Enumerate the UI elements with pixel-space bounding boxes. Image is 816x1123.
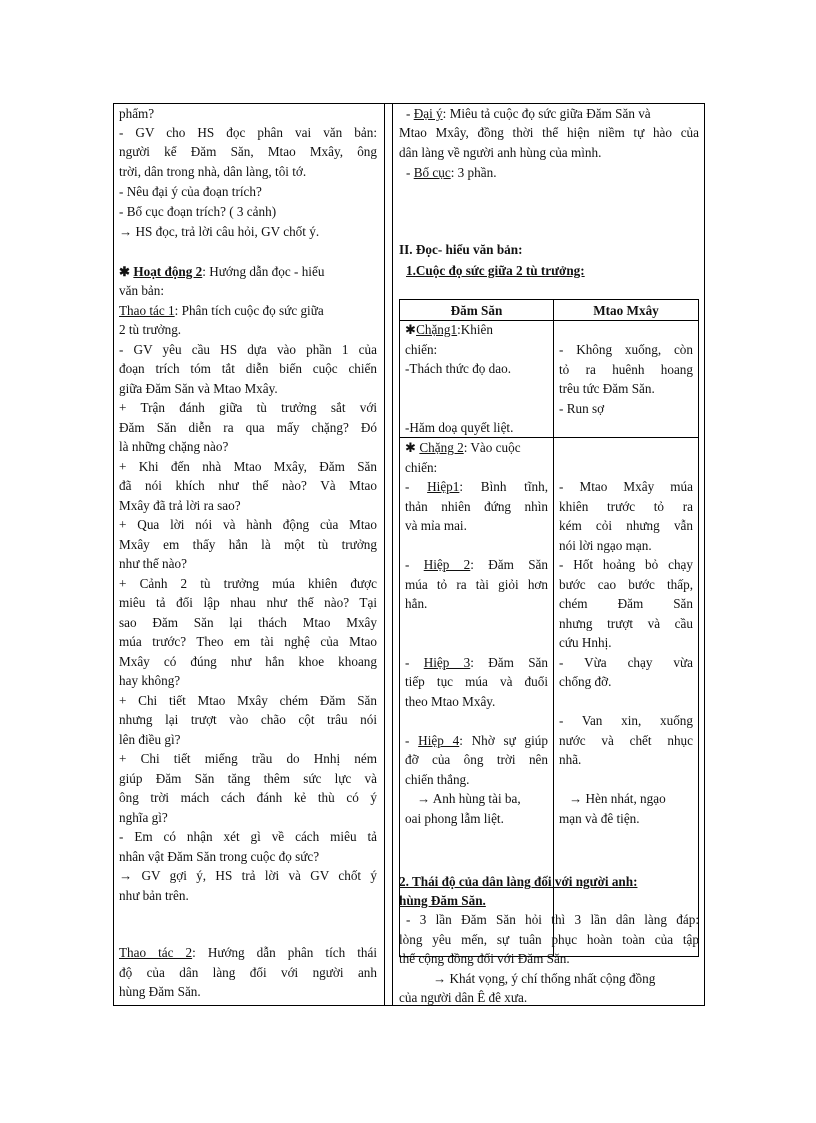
text-line: múa tỏ ra tài giỏi hơn: [405, 576, 548, 592]
main-idea-line: - Đại ý: Miêu tả cuộc đọ sức giữa Đăm Săn và: [406, 106, 651, 121]
activity-2-heading: [119, 264, 324, 280]
text-line: chiến:: [405, 459, 438, 475]
text-line: Mtao Mxây, đồng thời thể hiện niềm tự hào của: [399, 125, 699, 140]
text-line: -Hăm doạ quyết liệt.: [405, 419, 514, 435]
text-line: 2 tù trưởng.: [119, 322, 182, 337]
stage-1-label: Chặng1: [416, 322, 458, 337]
text-line: hùng Đăm Săn.: [119, 984, 201, 999]
stage-2-mtao-mxay: [559, 477, 693, 828]
text-line: + Chi tiết miếng trầu do Hnhị ném: [119, 751, 377, 766]
stage-1-mtao-mxay: [559, 340, 693, 418]
text-line: → Khát vọng, ý chí thống nhất cộng đồng: [433, 971, 656, 986]
main-idea-label: Đại ý: [413, 106, 443, 121]
text-line: là những chặng nào?: [119, 439, 229, 454]
text-line: ông trời mách cách đánh kẻ thù có ý: [119, 790, 377, 805]
text-line: như bản trên.: [119, 888, 189, 903]
text-line: - Bố cục đoạn trích? ( 3 cảnh): [119, 204, 277, 219]
star-icon: ✱: [405, 440, 417, 455]
text-line: chiến:: [405, 341, 438, 357]
text-line: → Hèn nhát, ngạo: [569, 791, 666, 806]
subsection-2-title-cont: hùng Đăm Săn.: [399, 893, 486, 908]
round-3-text: : Đăm Săn: [470, 654, 548, 670]
text-line: - Hốt hoảng bỏ chạy: [559, 557, 693, 572]
text-line: kém cỏi nhưng vẫn: [559, 518, 693, 533]
task-1-text: : Phân tích cuộc đọ sức giữa: [174, 303, 324, 318]
task-2-heading: [119, 945, 377, 961]
round-3-label: Hiệp 3: [423, 654, 471, 670]
text-line: đã nói khích như thế nào? Và Mtao: [119, 478, 377, 493]
activity-2-title: Hoạt động 2: [133, 264, 203, 279]
round-4-text: : Nhờ sự giúp: [459, 732, 548, 748]
text-line: khiên trước tỏ ra: [559, 498, 693, 514]
comparison-table: [399, 299, 699, 957]
text-line: + Cảnh 2 tù trưởng múa khiên được: [119, 576, 377, 591]
teacher-activities-column: [114, 104, 385, 1005]
layout-text: : 3 phần.: [450, 165, 497, 180]
text-line: oai phong lẫm liệt.: [405, 810, 504, 826]
text-line: tỏ ra huênh hoang: [559, 361, 693, 377]
text-line: trêu tức Đăm Săn.: [559, 381, 655, 396]
stage-2-dam-san: ✱ Chặng 2: Vào cuộc chiến: - Hiệp1: Bình tĩnh, thản nhiên đứng nhìn và mỉa mai. - Hiệp 2: Đăm Săn múa tỏ ra tài giỏi hơn hẳn. - Hiệp 3: Đăm Săn tiếp tục múa và đuổi theo Mtao Mxây. - Hiệp 4: Nhờ sự giúp đỡ của ông trời nên chiến thắng. → Anh hùng tài ba, oai phong lẫm liệt.: [405, 438, 548, 828]
text-line: - GV yêu cầu HS dựa vào phần 1 của: [119, 342, 377, 357]
section-2-title: II. Đọc- hiểu văn bản:: [399, 242, 523, 257]
text-line: → HS đọc, trả lời câu hỏi, GV chốt ý.: [119, 224, 320, 239]
round-2-text: : Đăm Săn: [470, 557, 548, 572]
text-line: văn bản:: [119, 283, 165, 298]
text-line: nhưng lại trượt vào chão cột trâu nói: [119, 712, 377, 727]
text-line: như thế nào?: [119, 556, 187, 571]
text-line: hay không?: [119, 673, 181, 688]
subsection-2-title: 2. Thái độ của dân làng đối với người anh:: [399, 874, 638, 889]
text-line: - GV cho HS đọc phân vai văn bản:: [119, 125, 377, 140]
text-line: đỡ của ông trời nên: [405, 752, 548, 767]
layout-line: - Bố cục: 3 phần.: [406, 165, 497, 180]
text-line: thản nhiên đứng nhìn: [405, 498, 548, 514]
text-line: lòng yêu mến, sự tuân phục hoàn toàn của tập: [399, 932, 699, 947]
text-line: → Anh hùng tài ba,: [417, 791, 521, 806]
column-divider: [553, 300, 554, 956]
round-2-label: Hiệp 2: [423, 557, 471, 572]
text-line: - Mtao Mxây múa: [559, 479, 693, 494]
text-line: Mxây đã trả lời ra sao?: [119, 498, 241, 513]
text-line: đoạn trích tóm tắt diễn biến cuộc chiến: [119, 361, 377, 376]
text-line: miêu tả đối lập nhau như thế nào? Tại: [119, 595, 377, 610]
text-line: - Van xin, xuống: [559, 713, 693, 728]
text-line: cứu Hnhị.: [559, 635, 612, 650]
text-line: lên điều gì?: [119, 732, 181, 747]
text-line: + Khi đến nhà Mtao Mxây, Đăm Săn: [119, 459, 377, 474]
lesson-table: [113, 103, 705, 1006]
stage-1-dam-san: [405, 320, 548, 437]
star-icon: ✱: [405, 322, 417, 337]
text-line: giữa Đăm Săn và Mtao Mxây.: [119, 381, 278, 396]
task-2-title: Thao tác 2: [119, 945, 193, 960]
text-line: chém Đăm Săn: [559, 596, 693, 611]
text-line: - Vừa chạy vừa: [559, 654, 693, 670]
text-line: nghĩa gì?: [119, 810, 168, 825]
text-line: theo Mtao Mxây.: [405, 693, 496, 709]
activity-2-text: : Hướng dẫn đọc - hiểu: [202, 264, 325, 279]
main-idea-text: : Miêu tả cuộc đọ sức giữa Đăm Săn và: [442, 106, 651, 121]
text-line: và mỉa mai.: [405, 518, 467, 533]
text-line: chống đỡ.: [559, 674, 612, 689]
star-icon: ✱: [119, 264, 131, 279]
content-column: [393, 104, 704, 1005]
text-line: sao Đăm Săn lại thách Mtao Mxây: [119, 615, 377, 630]
text-line: nhưng trượt và cầu: [559, 615, 693, 631]
text-line: bước cao bước thấp,: [559, 576, 693, 592]
text-line: múa trước? Theo em tài nghệ của Mtao: [119, 634, 377, 649]
text-line: chiến thắng.: [405, 771, 470, 787]
text-line: mạn và đê tiện.: [559, 810, 640, 826]
round-1-text: : Bình tĩnh,: [459, 479, 548, 494]
text-line: + Trận đánh giữa tù trưởng sắt với: [119, 400, 377, 415]
stage-2-text: : Vào cuộc: [463, 440, 521, 455]
text-line: hẳn.: [405, 596, 428, 611]
text-line: dân làng về người anh hùng của mình.: [399, 145, 602, 160]
text-line: + Qua lời nói và hành động của Mtao: [119, 517, 377, 532]
text-line: Mxây có đúng như hắn khoe khoang: [119, 654, 377, 669]
text-line: giúp Đăm Săn tăng thêm sức lực và: [119, 771, 377, 786]
text-line: -Thách thức đọ dao.: [405, 361, 512, 376]
task-1-heading: [119, 303, 324, 319]
text-line: - Không xuống, còn: [559, 342, 693, 357]
text-line: - 3 lần Đăm Săn hỏi thì 3 lần dân làng đáp:: [406, 912, 699, 927]
text-line: tiếp tục múa và đuổi: [405, 674, 548, 689]
task-2-text: : Hướng dẫn phân tích thái: [192, 945, 377, 960]
task-1-title: Thao tác 1: [119, 303, 175, 318]
text-line: phẩm?: [119, 106, 155, 121]
text-line: của người dân Ê đê xưa.: [399, 990, 528, 1005]
header-dam-san: Đăm Săn: [450, 303, 503, 318]
text-line: nói lời ngạo mạn.: [559, 537, 652, 553]
round-4-label: Hiệp 4: [418, 732, 460, 748]
text-line: nhã.: [559, 752, 582, 767]
text-line: - Run sợ: [559, 400, 605, 416]
text-line: người kể Đăm Săn, Mtao Mxây, ông: [119, 144, 377, 159]
text-line: Đăm Săn diễn ra qua mấy chặng? Đó: [119, 420, 377, 435]
text-line: → GV gợi ý, HS trả lời và GV chốt ý: [119, 868, 377, 883]
header-mtao-mxay: Mtao Mxây: [593, 303, 659, 318]
layout-label: Bố cục: [413, 165, 451, 180]
text-line: + Chi tiết Mtao Mxây chém Đăm Săn: [119, 693, 377, 708]
stage-2-label: Chặng 2: [419, 440, 464, 455]
column-gap: [385, 104, 393, 1005]
text-line: nhân vật Đăm Săn trong cuộc đọ sức?: [119, 849, 320, 864]
round-1-label: Hiệp1: [427, 479, 460, 494]
text-line: - Nêu đại ý của đoạn trích?: [119, 184, 262, 199]
subsection-1-title: 1.Cuộc đọ sức giữa 2 tù trưởng:: [406, 263, 585, 278]
text-line: nước và chết nhục: [559, 732, 693, 748]
stage-1-text: :Khiên: [457, 322, 493, 337]
text-line: trời, dân trong nhà, dân làng, tôi tớ.: [119, 164, 307, 179]
text-line: độ của dân làng đối với người anh: [119, 965, 377, 980]
text-line: - Em có nhận xét gì về cách miêu tả: [119, 829, 377, 844]
text-line: Mxây em thấy hắn là một tù trưởng: [119, 537, 377, 552]
text-line: thể cộng đồng đối với Đăm Săn.: [399, 951, 570, 966]
